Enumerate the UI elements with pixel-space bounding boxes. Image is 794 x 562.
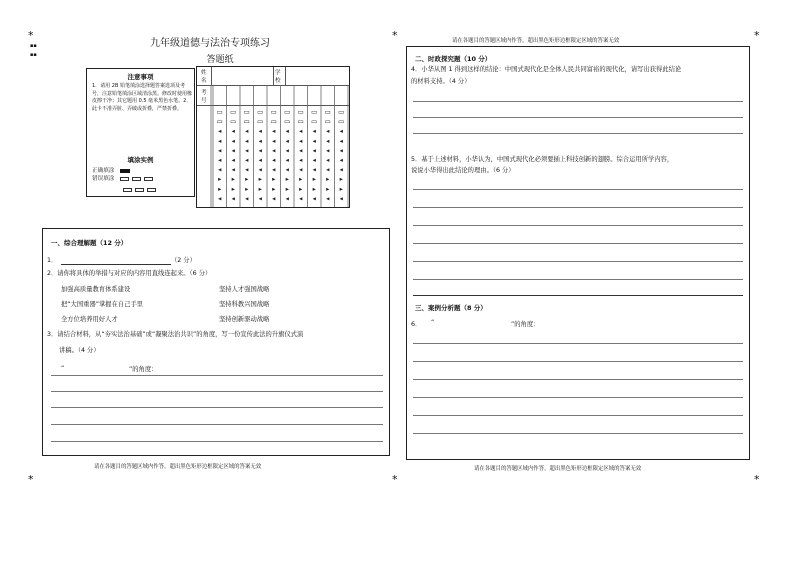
exam-number-bubble: ▭ — [257, 108, 264, 116]
exam-number-bubble: ◂ — [218, 194, 222, 203]
exam-number-bubble: ◂ — [231, 136, 235, 145]
exam-number-bubble: ▸ — [272, 175, 276, 184]
notice-title: 注意事项 — [127, 73, 154, 81]
section-2-title: 二、时政探究题（10 分） — [415, 55, 492, 63]
name-label: 姓名 — [201, 70, 207, 84]
answer-line[interactable] — [413, 243, 743, 244]
exam-number-bubble: ◂ — [258, 156, 262, 164]
exam-number-bubble: ◂ — [299, 165, 303, 174]
exam-number-bubble: ◂ — [231, 165, 235, 174]
exam-number-bubble: ▭ — [338, 117, 345, 126]
school-label: 学校 — [275, 70, 281, 84]
exam-number-bubble: ▸ — [231, 184, 235, 193]
exam-number-bubble: ◂ — [299, 136, 303, 145]
answer-line[interactable] — [413, 361, 743, 362]
exam-number-bubble: ◂ — [272, 165, 276, 174]
small-mark: ▪▪ — [30, 52, 37, 58]
exam-number-bubble: ◂ — [312, 136, 316, 145]
exam-number-bubble: ▸ — [231, 175, 235, 184]
answer-line[interactable] — [51, 424, 383, 425]
exam-number-bubble: ◂ — [231, 146, 235, 155]
exam-number-bubble: ▸ — [326, 175, 330, 184]
exam-number-bubble: ▭ — [270, 117, 277, 126]
q1-points: （2 分） — [171, 257, 196, 264]
exam-number-bubbles[interactable] — [197, 67, 349, 207]
match-left-1[interactable]: 加强高质量教育体系建设 — [61, 286, 131, 293]
exam-number-bubble: ◂ — [326, 165, 330, 174]
exam-number-bubble: ◂ — [272, 127, 276, 136]
section-comprehension — [42, 228, 390, 456]
wrong-fill-example — [144, 177, 153, 181]
exam-number-bubble: ◂ — [326, 156, 330, 164]
answer-line[interactable] — [413, 189, 743, 190]
exam-number-bubble: ▸ — [245, 184, 249, 193]
answer-line[interactable] — [413, 225, 743, 226]
exam-number-bubble: ▸ — [258, 184, 262, 193]
exam-number-bubble: ▸ — [326, 184, 330, 193]
answer-line[interactable] — [413, 117, 743, 118]
exam-number-bubble: ◂ — [245, 156, 249, 164]
exam-number-bubble: ◂ — [245, 194, 249, 203]
exam-number-bubble: ▸ — [339, 175, 343, 184]
exam-number-bubble: ▸ — [285, 175, 289, 184]
exam-number-bubble: ◂ — [326, 194, 330, 203]
exam-number-bubble: ▸ — [258, 175, 262, 184]
exam-number-bubble: ◂ — [285, 127, 289, 136]
exam-number-bubble: ◂ — [299, 146, 303, 155]
exam-number-bubble: ▭ — [338, 108, 345, 116]
exam-number-label: 考号 — [201, 90, 207, 104]
exam-number-bubble: ▭ — [284, 117, 291, 126]
exam-number-bubble: ◂ — [218, 156, 222, 164]
exam-number-bubble: ◂ — [312, 146, 316, 155]
exam-number-bubble: ▭ — [257, 117, 264, 126]
q6-open-quote: “ — [431, 319, 435, 326]
corner-mark-bottom-right: * — [754, 473, 760, 486]
exam-number-bubble: ◂ — [258, 136, 262, 145]
exam-number-bubble: ◂ — [312, 156, 316, 164]
answer-line[interactable] — [413, 415, 743, 416]
exam-number-bubble: ▭ — [243, 117, 250, 126]
answer-line[interactable] — [413, 133, 743, 134]
exam-number-bubble: ▭ — [297, 117, 304, 126]
exam-number-bubble: ◂ — [218, 146, 222, 155]
exam-number-bubble: ◂ — [245, 146, 249, 155]
exam-number-bubble: ▭ — [230, 108, 237, 116]
exam-number-bubble: ◂ — [272, 156, 276, 164]
wrong-fill-example — [147, 188, 156, 192]
section-3-title: 三、案例分析题（8 分） — [415, 304, 487, 312]
exam-number-bubble: ▸ — [312, 184, 316, 193]
exam-number-bubble: ▸ — [245, 175, 249, 184]
exam-number-bubble: ▸ — [218, 175, 222, 184]
match-right-1[interactable]: 坚持人才强国战略 — [219, 286, 270, 293]
q3-text-line1: 3．请结合材料，从“夯实法治基础”或“凝聚法治共识”的角度，写一份宣传此法的升旗仪式演 — [47, 331, 304, 338]
q4-line1: 4．小华从图 1 得到这样的结论：中国式现代化是全体人民共同富裕的现代化，请写出获得此结论 — [411, 66, 682, 73]
exam-number-bubble: ◂ — [231, 156, 235, 164]
q5-line2: 说说小华得出此结论的理由。（6 分） — [411, 167, 515, 174]
exam-number-bubble: ◂ — [339, 165, 343, 174]
exam-number-bubble: ◂ — [231, 194, 235, 203]
exam-number-bubble: ▭ — [324, 117, 331, 126]
match-left-2[interactable]: 把“大国重器”掌握在自己手里 — [61, 301, 144, 308]
notice-body: 1．请用 2B 铅笔填涂选择题答案选项及考号，注意铅笔填涂区域清涂黑。修改时使用橡皮擦干净；其它题用 0.5 毫米黑色水笔。2．此卡不准弄脏、弄破或折叠，严禁折叠。 — [92, 83, 193, 112]
q1-number: 1． — [47, 257, 58, 264]
exam-number-bubble: ▭ — [270, 108, 277, 116]
exam-number-bubble: ▭ — [243, 108, 250, 116]
exam-number-bubble: ▸ — [218, 184, 222, 193]
exam-number-bubble: ▭ — [297, 108, 304, 116]
exam-number-bubble: ◂ — [218, 127, 222, 136]
exam-number-bubble: ▭ — [311, 108, 318, 116]
exam-number-bubble: ▸ — [272, 184, 276, 193]
exam-number-bubble: ▸ — [285, 184, 289, 193]
exam-number-bubble: ◂ — [218, 136, 222, 145]
exam-number-bubble: ▸ — [299, 175, 303, 184]
exam-number-bubble: ▭ — [230, 117, 237, 126]
exam-number-bubble: ◂ — [312, 194, 316, 203]
exam-number-bubble: ◂ — [339, 146, 343, 155]
exam-number-bubble: ◂ — [339, 194, 343, 203]
q6-number: 6． — [411, 321, 422, 328]
exam-number-bubble: ◂ — [339, 156, 343, 164]
section-divider — [413, 295, 743, 296]
answer-line[interactable] — [413, 379, 743, 380]
exam-number-bubble: ◂ — [299, 127, 303, 136]
exam-number-bubble: ◂ — [285, 165, 289, 174]
exam-number-bubble: ◂ — [285, 136, 289, 145]
footer-left: 请在各题目的答题区域内作答，超出黑色矩形边框限定区域的答案无效 — [94, 464, 262, 470]
exam-number-bubble: ◂ — [258, 127, 262, 136]
section-right — [406, 46, 750, 460]
q4-line2: 的材料支持。（4 分） — [411, 78, 471, 85]
q3-open-quote: “ — [61, 365, 65, 372]
wrong-fill-example — [120, 177, 129, 181]
exam-number-bubble: ◂ — [326, 136, 330, 145]
correct-fill-example — [120, 169, 130, 173]
answer-line[interactable] — [51, 391, 383, 392]
match-left-3[interactable]: 全方位培养用好人才 — [61, 316, 118, 323]
exam-number-bubble: ◂ — [258, 146, 262, 155]
q6-angle: ”的角度： — [511, 321, 540, 328]
exam-number-bubble: ◂ — [312, 165, 316, 174]
student-info-grid — [196, 66, 350, 208]
corner-mark-top-right: * — [754, 29, 760, 42]
wrong-fill-example — [123, 188, 132, 192]
small-mark: ▪▪ — [30, 43, 37, 49]
answer-line[interactable] — [413, 207, 743, 208]
exam-number-bubble: ▸ — [299, 184, 303, 193]
q3-text-line2: 讲稿。（4 分） — [59, 347, 100, 354]
exam-number-bubble: ◂ — [326, 146, 330, 155]
answer-line[interactable] — [413, 397, 743, 398]
q5-line1: 5．基于上述材料，小华认为，中国式现代化必须要插上科技创新的翅膀。综合运用所学内容， — [411, 156, 674, 163]
notice-box — [86, 68, 195, 197]
exam-number-bubble: ◂ — [339, 127, 343, 136]
corner-mark-bottom-left: * — [28, 473, 34, 486]
q2-text: 2．请你将具体的举措与对应的内容用直线连起来。（6 分） — [47, 270, 212, 277]
q3-angle: ”的角度： — [129, 366, 158, 373]
answer-line[interactable] — [51, 441, 383, 442]
corner-mark-top-left: * — [28, 29, 34, 42]
exam-number-bubble: ◂ — [299, 156, 303, 164]
exam-number-bubble: ▭ — [216, 117, 223, 126]
exam-number-bubble: ◂ — [312, 127, 316, 136]
match-right-2[interactable]: 坚持科教兴国战略 — [219, 301, 270, 308]
exam-number-bubble: ▭ — [216, 108, 223, 116]
answer-line[interactable] — [413, 279, 743, 280]
exam-number-bubble: ▸ — [339, 184, 343, 193]
exam-number-bubble: ◂ — [272, 194, 276, 203]
exam-number-bubble: ◂ — [245, 165, 249, 174]
answer-line[interactable] — [413, 433, 743, 434]
match-right-3[interactable]: 坚持创新驱动战略 — [219, 316, 270, 323]
answer-line[interactable] — [413, 101, 743, 102]
answer-line[interactable] — [413, 261, 743, 262]
exam-number-bubble: ◂ — [285, 146, 289, 155]
page-title: 九年级道德与法治专项练习 — [150, 38, 270, 49]
exam-number-bubble: ◂ — [258, 165, 262, 174]
exam-number-bubble: ◂ — [285, 194, 289, 203]
example-title: 填涂实例 — [127, 156, 154, 164]
page-subtitle: 答题纸 — [206, 55, 234, 65]
exam-number-bubble: ◂ — [231, 127, 235, 136]
exam-number-bubble: ◂ — [326, 127, 330, 136]
exam-number-bubble: ▭ — [284, 108, 291, 116]
exam-number-bubble: ▭ — [324, 108, 331, 116]
wrong-fill-example — [135, 188, 144, 192]
exam-number-bubble: ◂ — [285, 156, 289, 164]
corner-mark-bottom-middle: * — [392, 473, 398, 486]
exam-number-bubble: ◂ — [218, 165, 222, 174]
exam-number-bubble: ◂ — [272, 136, 276, 145]
correct-fill-label: 正确填涂 — [92, 168, 115, 174]
exam-number-bubble: ◂ — [258, 194, 262, 203]
top-notice: 请在各题目的答题区域内作答，超出黑色矩形边框限定区域的答案无效 — [452, 38, 620, 44]
exam-number-bubble: ◂ — [339, 136, 343, 145]
exam-number-bubble: ◂ — [299, 194, 303, 203]
answer-line[interactable] — [413, 343, 743, 344]
answer-line[interactable] — [51, 407, 383, 408]
corner-mark-top-middle: * — [392, 29, 398, 42]
exam-number-bubble: ◂ — [245, 127, 249, 136]
footer-right: 请在各题目的答题区域内作答，超出黑色矩形边框限定区域的答案无效 — [474, 466, 642, 472]
answer-line[interactable] — [51, 375, 383, 376]
exam-number-bubble: ▭ — [311, 117, 318, 126]
q1-answer-line[interactable] — [61, 264, 171, 265]
section-1-title: 一、综合理解题（12 分） — [51, 239, 128, 247]
exam-number-bubble: ◂ — [272, 146, 276, 155]
wrong-fill-label: 错误填涂 — [92, 176, 115, 182]
wrong-fill-example — [132, 177, 141, 181]
exam-number-bubble: ◂ — [245, 136, 249, 145]
exam-number-bubble: ▸ — [312, 175, 316, 184]
